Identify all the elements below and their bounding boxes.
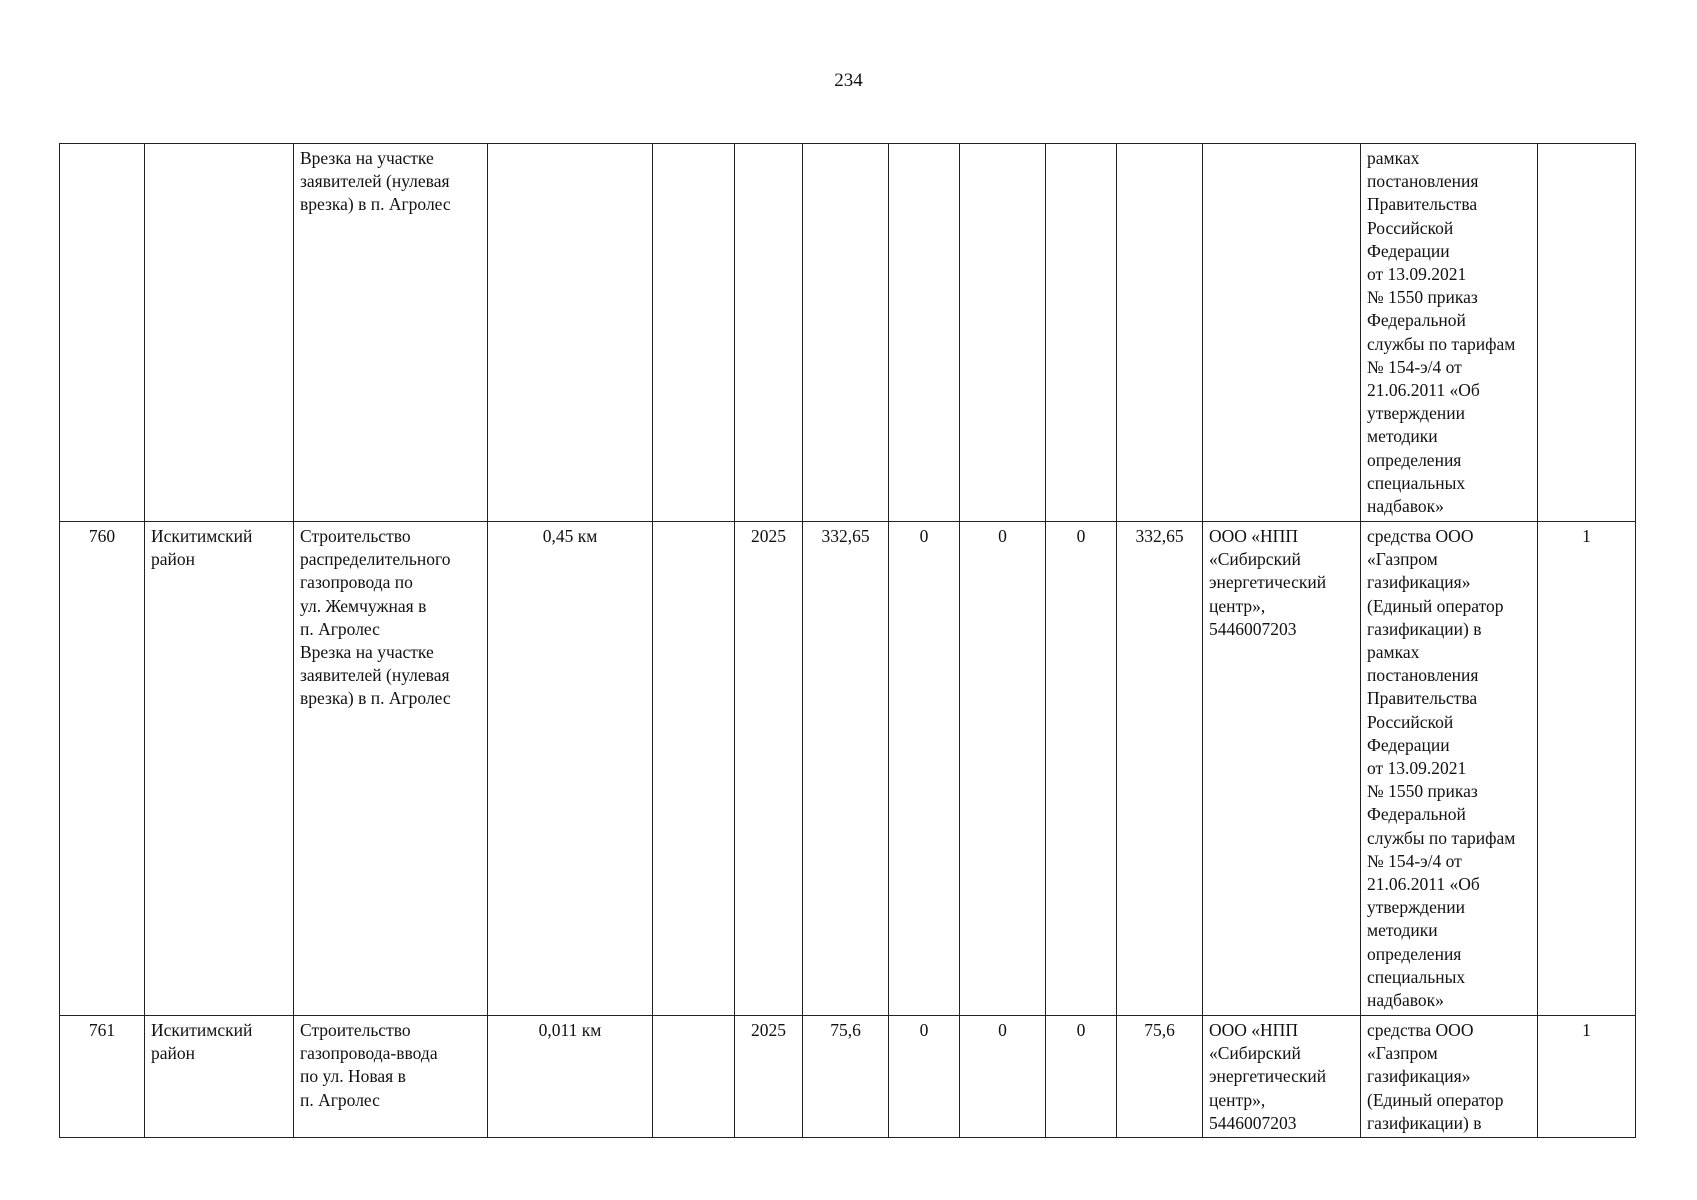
cell-org: ООО «НПП «Сибирский энергетический центр», 5446007203 bbox=[1203, 522, 1361, 1016]
cell-v4: 332,65 bbox=[1117, 522, 1203, 1016]
cell-org: ООО «НПП «Сибирский энергетический центр», 5446007203 bbox=[1203, 1016, 1361, 1138]
cell-total: 75,6 bbox=[803, 1016, 889, 1138]
cell-district: Искитимский район bbox=[145, 522, 294, 1016]
cell-v4: 75,6 bbox=[1117, 1016, 1203, 1138]
cell-total: 332,65 bbox=[803, 522, 889, 1016]
cell-col5 bbox=[653, 522, 735, 1016]
cell-year: 2025 bbox=[735, 1016, 803, 1138]
cell-v1: 0 bbox=[889, 1016, 960, 1138]
cell-num bbox=[60, 144, 145, 522]
data-table bbox=[59, 143, 1636, 1138]
cell-count: 1 bbox=[1538, 1016, 1636, 1138]
cell-num: 761 bbox=[60, 1016, 145, 1138]
cell-v2: 0 bbox=[960, 522, 1046, 1016]
cell-source: средства ООО «Газпром газификация» (Единый оператор газификации) в bbox=[1361, 1016, 1538, 1138]
cell-length bbox=[488, 144, 653, 522]
cell-col5 bbox=[653, 144, 735, 522]
cell-v1: 0 bbox=[889, 522, 960, 1016]
cell-v1 bbox=[889, 144, 960, 522]
cell-object: Строительство газопровода-ввода по ул. Новая в п. Агролес bbox=[294, 1016, 488, 1138]
cell-v3 bbox=[1046, 144, 1117, 522]
cell-year bbox=[735, 144, 803, 522]
table-row bbox=[60, 1016, 1636, 1138]
cell-v2: 0 bbox=[960, 1016, 1046, 1138]
table-row bbox=[60, 144, 1636, 522]
cell-length: 0,45 км bbox=[488, 522, 653, 1016]
cell-num: 760 bbox=[60, 522, 145, 1016]
table-row bbox=[60, 522, 1636, 1016]
cell-length: 0,011 км bbox=[488, 1016, 653, 1138]
cell-total bbox=[803, 144, 889, 522]
cell-col5 bbox=[653, 1016, 735, 1138]
cell-district: Искитимский район bbox=[145, 1016, 294, 1138]
cell-v3: 0 bbox=[1046, 1016, 1117, 1138]
cell-district bbox=[145, 144, 294, 522]
page-number: 234 bbox=[834, 70, 863, 91]
cell-source: средства ООО «Газпром газификация» (Единый оператор газификации) в рамках постановления Правительства Российской Федерации от 13.09.2021 № 1550 приказ Федеральной службы по тарифам № 154-э/4 от 21.06.2011 «Об утверждении методики определения специальных надбавок» bbox=[1361, 522, 1538, 1016]
cell-count bbox=[1538, 144, 1636, 522]
cell-object: Строительство распределительного газопровода по ул. Жемчужная в п. Агролес Врезка на участке заявителей (нулевая врезка) в п. Агролес bbox=[294, 522, 488, 1016]
cell-v2 bbox=[960, 144, 1046, 522]
cell-object: Врезка на участке заявителей (нулевая врезка) в п. Агролес bbox=[294, 144, 488, 522]
cell-year: 2025 bbox=[735, 522, 803, 1016]
cell-source: рамках постановления Правительства Российской Федерации от 13.09.2021 № 1550 приказ Федеральной службы по тарифам № 154-э/4 от 21.06.2011 «Об утверждении методики определения специальных надбавок» bbox=[1361, 144, 1538, 522]
cell-org bbox=[1203, 144, 1361, 522]
cell-v3: 0 bbox=[1046, 522, 1117, 1016]
cell-v4 bbox=[1117, 144, 1203, 522]
cell-count: 1 bbox=[1538, 522, 1636, 1016]
